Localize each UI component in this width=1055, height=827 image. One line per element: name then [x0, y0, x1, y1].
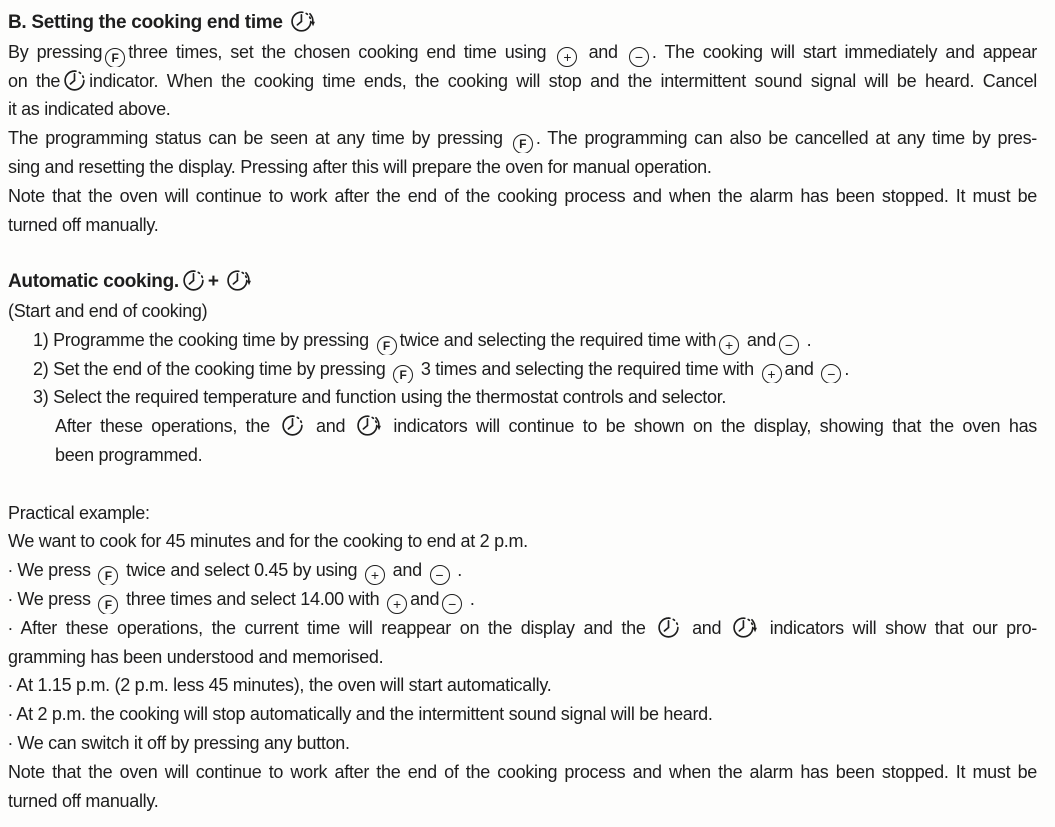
plus-button-icon: + — [719, 335, 739, 355]
text-run: ∙ After these operations, the current time will reappear on the display and the — [8, 617, 655, 638]
text-run: (Start and end of cooking) — [8, 300, 208, 321]
text-run: and — [683, 617, 730, 638]
text-run: ∙ We can switch it off by pressing any button. — [8, 732, 350, 753]
text-run: Note that the oven will continue to work after the end of the cooking process and when the alarm has been stopped. It must be — [8, 761, 1037, 782]
text-run: 2) Set the end of the cooking time by pressing — [33, 358, 391, 379]
minus-button-icon: − — [821, 364, 841, 384]
section-heading — [8, 9, 1037, 38]
text-line — [8, 124, 1037, 153]
clock-end-icon — [356, 413, 383, 438]
text-run: and — [410, 588, 440, 609]
plus-button-icon: + — [762, 364, 782, 384]
clock-duration-icon — [656, 615, 681, 640]
text-run: . — [452, 560, 462, 581]
minus-button-icon: − — [629, 47, 649, 67]
text-line — [8, 182, 1037, 211]
text-run: 3 times and selecting the required time with — [416, 358, 759, 379]
text-line — [8, 585, 1037, 614]
text-run: 3) Select the required temperature and function using the thermostat controls and selector. — [33, 387, 727, 408]
text-run: + — [207, 271, 224, 293]
minus-button-icon: − — [442, 594, 462, 614]
text-line — [8, 758, 1037, 787]
text-line — [8, 527, 1037, 556]
clock-end-icon — [732, 615, 759, 640]
text-line — [8, 729, 1037, 758]
text-line — [8, 614, 1037, 643]
text-run: We want to cook for 45 minutes and for the cooking to end at 2 p.m. — [8, 531, 528, 552]
text-run: indicators will continue to be shown on the display, showing that the oven has — [384, 416, 1037, 437]
text-run: After these operations, the — [55, 416, 279, 437]
text-line — [8, 355, 1037, 384]
text-run: . — [844, 358, 850, 379]
text-line — [8, 38, 1037, 67]
clock-duration-icon — [62, 68, 87, 93]
text-run: ∙ We press — [8, 588, 96, 609]
text-run: been programmed. — [55, 444, 203, 465]
clock-duration-icon — [280, 413, 305, 438]
text-line — [8, 67, 1037, 96]
f-button-icon: F — [393, 365, 413, 384]
clock-duration-icon — [181, 268, 206, 293]
text-line — [8, 700, 1037, 729]
f-button-icon: F — [513, 134, 533, 153]
text-run: turned off manually. — [8, 214, 159, 235]
text-run: 1) Programme the cooking time by pressing — [33, 329, 374, 350]
text-run: . — [801, 329, 812, 350]
plus-button-icon: + — [387, 594, 407, 614]
plus-button-icon: + — [365, 565, 385, 585]
text-run: sing and resetting the display. Pressing after this will prepare the oven for manual operation. — [8, 156, 712, 177]
text-run: it as indicated above. — [8, 99, 171, 120]
text-run: Note that the oven will continue to work after the end of the cooking process and when the alarm has been stopped. It must be — [8, 185, 1037, 206]
text-line — [8, 153, 1037, 182]
text-run: By pressing — [8, 41, 103, 62]
text-run: gramming has been understood and memorised. — [8, 646, 384, 667]
text-line — [8, 643, 1037, 672]
text-run: turned off manually. — [8, 790, 159, 811]
text-line — [8, 383, 1037, 412]
text-line — [8, 326, 1037, 355]
text-run: Automatic cooking. — [8, 271, 179, 293]
minus-button-icon: − — [779, 335, 799, 355]
text-line — [8, 211, 1037, 240]
text-run: . The cooking will start immediately and appear — [651, 41, 1037, 62]
text-run: ∙ At 1.15 p.m. (2 p.m. less 45 minutes), the oven will start automatically. — [8, 675, 552, 696]
f-button-icon: F — [105, 48, 125, 67]
section-heading — [8, 268, 1037, 297]
f-button-icon: F — [98, 595, 118, 614]
text-line — [8, 556, 1037, 585]
text-run: . The programming can also be cancelled at any time by pres- — [535, 128, 1037, 149]
text-line — [8, 95, 1037, 124]
text-run: and — [307, 416, 354, 437]
text-line — [8, 412, 1037, 441]
text-run: three times, set the chosen cooking end time using — [128, 41, 555, 62]
text-run: twice and selecting the required time with — [399, 329, 717, 350]
text-line — [8, 499, 1037, 528]
text-run: B. Setting the cooking end time — [8, 12, 288, 33]
text-run: and — [580, 41, 626, 62]
text-run: The programming status can be seen at any time by pressing — [8, 128, 510, 149]
text-line — [8, 441, 1037, 470]
f-button-icon: F — [377, 336, 397, 355]
text-run: indicators will show that our pro- — [760, 617, 1037, 638]
text-line — [8, 297, 1037, 326]
text-run: and — [387, 560, 427, 581]
text-run: and — [784, 358, 819, 379]
text-run: ∙ At 2 p.m. the cooking will stop automatically and the intermittent sound signal will be heard. — [8, 704, 713, 725]
text-run: on the — [8, 70, 61, 91]
text-line — [8, 787, 1037, 816]
clock-end-icon — [226, 268, 253, 293]
text-run: indicator. When the cooking time ends, the cooking will stop and the intermittent sound signal will be heard. Cancel — [89, 70, 1037, 91]
text-run: ∙ We press — [8, 560, 96, 581]
clock-end-icon — [290, 9, 317, 34]
text-line — [8, 671, 1037, 700]
f-button-icon: F — [98, 566, 118, 585]
minus-button-icon: − — [430, 565, 450, 585]
text-run: Practical example: — [8, 502, 150, 523]
text-run: and — [742, 329, 776, 350]
text-run: twice and select 0.45 by using — [121, 560, 362, 581]
text-run: . — [465, 588, 475, 609]
plus-button-icon: + — [557, 47, 577, 67]
text-run: three times and select 14.00 with — [121, 588, 385, 609]
